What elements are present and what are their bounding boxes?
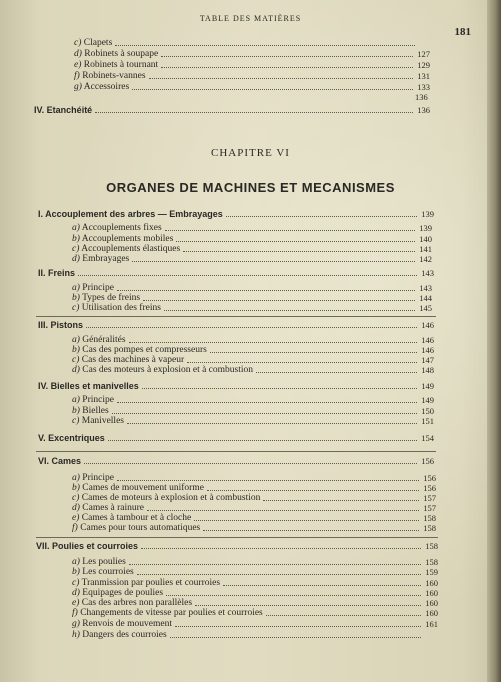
- item-letter: d): [72, 365, 80, 375]
- section-title: VI. Cames: [38, 456, 82, 466]
- dot-leader: [147, 510, 419, 511]
- item-letter: a): [72, 473, 80, 483]
- section-title: IV. Bielles et manivelles: [38, 381, 139, 391]
- toc-item: [72, 598, 438, 608]
- section-title: V. Excentriques: [38, 433, 105, 443]
- item-letter: a): [72, 335, 80, 345]
- item-letter: a): [72, 283, 80, 293]
- dot-leader: [170, 637, 421, 638]
- section-page: 146: [421, 320, 434, 330]
- section-page: 149: [421, 381, 434, 391]
- item-title: Dangers des courroies: [82, 630, 167, 640]
- dot-leader: [129, 342, 417, 343]
- item-letter: e): [72, 513, 80, 523]
- toc-item: [72, 493, 436, 503]
- section-divider: [36, 537, 438, 538]
- item-page: 150: [421, 406, 434, 416]
- toc-item: [72, 473, 436, 483]
- item-title: Cames de moteurs à explosion et à combustion: [81, 493, 261, 503]
- item-title: Robinets-vannes: [82, 71, 146, 81]
- dot-leader: [137, 574, 421, 575]
- item-title: Clapets: [83, 38, 113, 48]
- item-page: 140: [419, 234, 432, 244]
- toc-item: [74, 38, 432, 48]
- item-letter: c): [72, 303, 80, 313]
- toc-item: [72, 416, 434, 426]
- section-page: 154: [421, 433, 434, 443]
- toc-item: [72, 523, 436, 533]
- item-letter: g): [74, 82, 82, 92]
- dot-leader: [263, 500, 419, 501]
- item-title: Les courroies: [82, 567, 134, 577]
- toc-item: [72, 283, 432, 293]
- item-page: 158: [423, 513, 436, 523]
- item-title: Cas des moteurs à explosion et à combustion: [82, 365, 254, 375]
- section-title: I. Accouplement des arbres — Embrayages: [38, 209, 223, 219]
- item-letter: a): [72, 557, 80, 567]
- item-page: 159: [425, 567, 438, 577]
- dot-leader: [203, 530, 419, 531]
- item-letter: e): [74, 60, 82, 70]
- item-page: 160: [425, 598, 438, 608]
- item-title: Cames à tambour et à cloche: [81, 513, 192, 523]
- item-page: 160: [425, 588, 438, 598]
- toc-item: [74, 60, 430, 70]
- item-title: Cas des pompes et compresseurs: [82, 345, 207, 355]
- dot-leader: [141, 548, 421, 549]
- item-page: 161: [425, 619, 438, 629]
- item-letter: c): [72, 578, 80, 588]
- item-title: Généralités: [82, 335, 126, 345]
- item-page: 156: [423, 483, 436, 493]
- item-letter: c): [72, 244, 80, 254]
- item-letter: c): [72, 355, 80, 365]
- item-title: Cas des arbres non parallèles: [81, 598, 193, 608]
- section-title: VII. Poulies et courroies: [36, 541, 139, 551]
- item-page: 136: [415, 92, 428, 102]
- item-page: 139: [419, 223, 432, 233]
- item-title: Manivelles: [81, 416, 124, 426]
- item-page: 142: [419, 254, 432, 264]
- dot-leader: [210, 352, 417, 353]
- toc-item: [72, 513, 436, 523]
- item-page: 146: [421, 345, 434, 355]
- dot-leader: [266, 615, 421, 616]
- item-title: Types de freins: [82, 293, 141, 303]
- dot-leader: [117, 480, 419, 481]
- item-letter: h): [72, 630, 80, 640]
- item-page: 144: [419, 293, 432, 303]
- toc-item: [72, 254, 432, 264]
- item-title: Accouplements mobiles: [81, 234, 174, 244]
- item-title: Cas des machines à vapeur: [81, 355, 185, 365]
- item-letter: d): [72, 503, 80, 513]
- item-page: 145: [419, 303, 432, 313]
- item-page: 141: [419, 244, 432, 254]
- toc-item: [72, 619, 438, 629]
- toc-item: [72, 557, 438, 567]
- dot-leader: [207, 490, 419, 491]
- item-letter: d): [74, 49, 82, 59]
- item-letter: a): [72, 395, 80, 405]
- item-page: 129: [417, 60, 430, 70]
- dot-leader: [223, 585, 421, 586]
- item-letter: d): [72, 254, 80, 264]
- item-letter: b): [72, 234, 80, 244]
- item-letter: b): [72, 345, 80, 355]
- item-page: 133: [417, 82, 430, 92]
- toc-item: [72, 406, 434, 416]
- dot-leader: [117, 290, 415, 291]
- toc-item: [72, 578, 438, 588]
- dot-leader: [108, 440, 417, 441]
- item-page: 131: [417, 71, 430, 81]
- dot-leader: [115, 45, 415, 46]
- section-divider: [36, 451, 436, 452]
- toc-item: [72, 303, 432, 313]
- item-title: Tranmission par poulies et courroies: [81, 578, 221, 588]
- toc-item: [72, 345, 434, 355]
- section-title: III. Pistons: [38, 320, 84, 330]
- toc-item: [74, 71, 430, 81]
- dot-leader: [127, 423, 417, 424]
- dot-leader: [161, 56, 413, 57]
- dot-leader: [187, 362, 417, 363]
- item-title: Renvois de mouvement: [82, 619, 173, 629]
- item-letter: f): [74, 71, 80, 81]
- toc-section: [38, 209, 434, 219]
- toc-section: [38, 456, 434, 466]
- toc-item: [72, 223, 432, 233]
- item-title: Accouplements élastiques: [81, 244, 181, 254]
- dot-leader: [176, 241, 415, 242]
- item-title: Utilisation des freins: [81, 303, 161, 313]
- section-divider: [36, 316, 436, 317]
- toc-section: [38, 268, 434, 278]
- item-page: 157: [423, 493, 436, 503]
- item-page: 160: [425, 608, 438, 618]
- item-letter: b): [72, 406, 80, 416]
- book-spine-shadow: [487, 0, 501, 682]
- dot-leader: [164, 310, 415, 311]
- item-page: 146: [421, 335, 434, 345]
- item-title: Accouplements fixes: [81, 223, 162, 233]
- item-title: Cames à rainure: [82, 503, 145, 513]
- item-page: 156: [423, 473, 436, 483]
- page-number: 181: [454, 26, 471, 38]
- dot-leader: [129, 564, 421, 565]
- toc-item: [72, 503, 436, 513]
- item-title: Accessoires: [83, 82, 130, 92]
- item-page: 147: [421, 355, 434, 365]
- item-page: 149: [421, 395, 434, 405]
- toc-item: [72, 244, 432, 254]
- dot-leader: [195, 605, 421, 606]
- item-page: 127: [417, 49, 430, 59]
- item-title: Robinets à soupape: [84, 49, 159, 59]
- section-title: IV. Etanchéité: [34, 105, 93, 115]
- item-title: Bielles: [82, 406, 109, 416]
- dot-leader: [78, 275, 417, 276]
- item-page: 157: [423, 503, 436, 513]
- item-page: 158: [425, 557, 438, 567]
- toc-item: [74, 82, 430, 92]
- toc-item: [72, 395, 434, 405]
- toc-section: [38, 433, 434, 443]
- dot-leader: [117, 402, 417, 403]
- item-page: 158: [423, 523, 436, 533]
- item-letter: g): [72, 619, 80, 629]
- toc-section: [38, 320, 434, 330]
- item-title: Changements de vitesse par poulies et courroies: [80, 608, 263, 618]
- toc-section: [34, 105, 430, 115]
- item-page: 148: [421, 365, 434, 375]
- item-letter: d): [72, 588, 80, 598]
- toc-item: [72, 365, 434, 375]
- toc-item: [72, 630, 438, 640]
- item-title: Robinets à tournant: [83, 60, 159, 70]
- toc-item: [72, 483, 436, 493]
- toc-item: [72, 567, 438, 577]
- dot-leader: [132, 261, 415, 262]
- item-letter: f): [72, 523, 78, 533]
- dot-leader: [161, 67, 413, 68]
- dot-leader: [95, 112, 413, 113]
- dot-leader: [175, 626, 421, 627]
- chapter-label: CHAPITRE VI: [211, 147, 290, 159]
- section-page: 139: [421, 209, 434, 219]
- dot-leader: [194, 520, 419, 521]
- chapter-title: ORGANES DE MACHINES ET MECANISMES: [106, 180, 395, 195]
- toc-item: [72, 608, 438, 618]
- toc-item: [72, 335, 434, 345]
- item-title: Principe: [82, 473, 114, 483]
- dot-leader: [256, 372, 417, 373]
- item-title: Cames de mouvement uniforme: [82, 483, 204, 493]
- section-page: 143: [421, 268, 434, 278]
- item-letter: e): [72, 598, 80, 608]
- dot-leader: [142, 388, 417, 389]
- section-page: 156: [421, 456, 434, 466]
- item-title: Embrayages: [82, 254, 130, 264]
- item-title: Les poulies: [82, 557, 126, 567]
- item-letter: b): [72, 483, 80, 493]
- toc-item: [72, 355, 434, 365]
- item-page: 143: [419, 283, 432, 293]
- item-title: Principe: [82, 283, 114, 293]
- toc-item: [72, 234, 432, 244]
- item-letter: a): [72, 223, 80, 233]
- section-title: II. Freins: [38, 268, 76, 278]
- item-title: Cames pour tours automatiques: [80, 523, 201, 533]
- toc-item: [74, 49, 430, 59]
- item-page: 160: [425, 578, 438, 588]
- dot-leader: [183, 251, 415, 252]
- dot-leader: [86, 327, 417, 328]
- item-letter: c): [72, 493, 80, 503]
- dot-leader: [226, 216, 417, 217]
- toc-section: [36, 541, 438, 551]
- toc-section: [38, 381, 434, 391]
- dot-leader: [149, 78, 413, 79]
- toc-item: [72, 588, 438, 598]
- item-letter: f): [72, 608, 78, 618]
- item-page: 151: [421, 416, 434, 426]
- dot-leader: [132, 89, 413, 90]
- item-title: Equipages de poulies: [82, 588, 164, 598]
- toc-item: [72, 293, 432, 303]
- item-letter: b): [72, 567, 80, 577]
- item-letter: b): [72, 293, 80, 303]
- dot-leader: [165, 230, 415, 231]
- dot-leader: [84, 463, 417, 464]
- running-header: TABLE DES MATIÈRES: [199, 14, 302, 23]
- section-page: 158: [425, 541, 438, 551]
- item-letter: c): [72, 416, 80, 426]
- item-title: Principe: [82, 395, 114, 405]
- item-letter: c): [74, 38, 82, 48]
- dot-leader: [166, 595, 421, 596]
- dot-leader: [112, 413, 417, 414]
- dot-leader: [143, 300, 415, 301]
- section-page: 136: [417, 105, 430, 115]
